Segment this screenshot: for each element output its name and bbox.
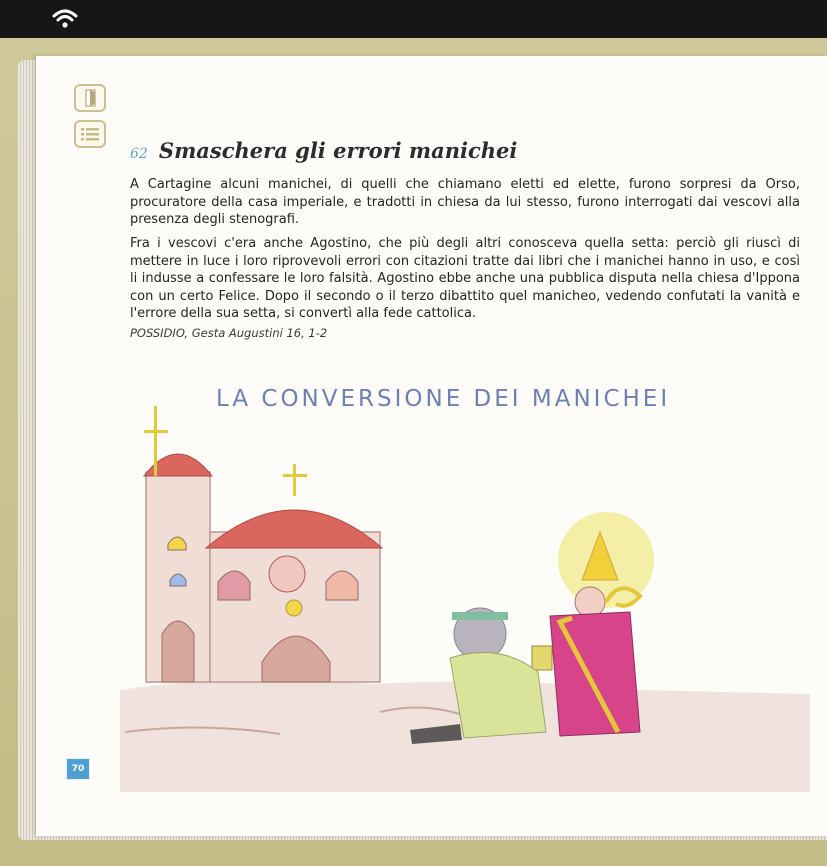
status-bar	[0, 0, 827, 38]
article-paragraph-2: Fra i vescovi c'era anche Agostino, che più degli altri conosceva quella setta: perciò gli riuscì di mettere in luce i loro riprovevoli errori con citazioni tratte dai libri che i manichei hanno in uso, e così li indusse a confessare le loro falsità. Agostino ebbe anche una pubblica disputa nella chiesa d'Ippona con un certo Felice. Dopo il secondo o il terzo dibattito quel manicheo, vedendo confutati la vanità e l'errore della sua setta, si convertì alla fede cattolica.	[130, 236, 800, 321]
menu-button[interactable]	[74, 120, 106, 148]
article-title: Smaschera gli errori manichei	[158, 138, 518, 163]
article-citation: POSSIDIO, Gesta Augustini 16, 1-2	[130, 326, 328, 340]
door-exit-icon	[76, 86, 104, 110]
wifi-icon	[52, 8, 78, 30]
article-heading	[130, 138, 517, 163]
article-paragraph-1: A Cartagine alcuni manichei, di quelli che chiamano eletti ed elette, furono sorpresi da Orso, procuratore della casa imperiale, e tradotti in chiesa da lui stesso, furono interrogati dai vescovi alla presenza degli stenografi.	[130, 177, 800, 227]
exit-button[interactable]	[74, 84, 106, 112]
list-menu-icon	[76, 122, 104, 146]
drawing-caption: LA CONVERSIONE DEI MANICHEI	[216, 386, 671, 412]
child-drawing-illustration	[120, 372, 810, 792]
page-number-badge: 70	[66, 758, 90, 780]
article-number: 62	[130, 146, 148, 162]
